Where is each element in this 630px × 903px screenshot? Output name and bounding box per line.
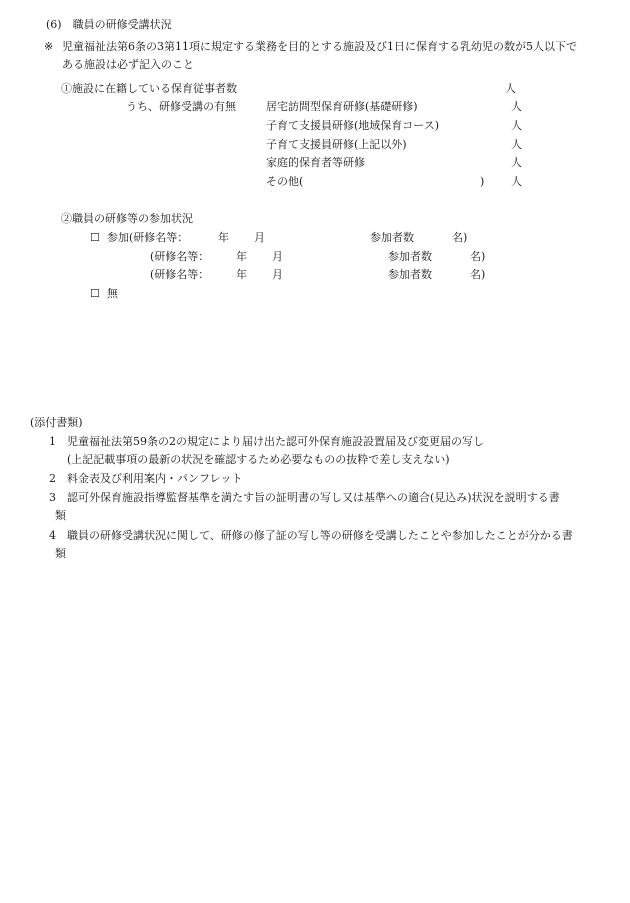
attachment-text: 認可外保育施設指導監督基準を満たす旨の証明書の写し又は基準への適合(見込み)状況を説明する書: [67, 491, 560, 504]
attachment-number: 2: [49, 472, 56, 485]
no-checkbox[interactable]: ☐: [90, 287, 100, 300]
attachment-continuation: 類: [55, 547, 66, 560]
month-label: 月: [272, 250, 283, 263]
staff-heading: ①施設に在籍している保育従事者数: [61, 82, 237, 95]
participants-label: 参加者数: [370, 231, 414, 244]
year-label: 年: [236, 250, 247, 263]
attachment-continuation: 類: [55, 509, 66, 522]
participants-label: 参加者数: [388, 250, 432, 263]
training-unit: 人: [511, 100, 522, 113]
attachment-text: 児童福祉法第59条の2の規定により届け出た認可外保育施設設置届及び変更届の写し: [67, 435, 484, 448]
training-label: 居宅訪問型保育研修(基礎研修): [266, 100, 418, 113]
training-unit: 人: [511, 156, 522, 169]
training-unit: 人: [511, 119, 522, 132]
note-line-2: ある施設は必ず記入のこと: [62, 58, 194, 71]
count-unit: 名): [470, 250, 486, 263]
month-label: 月: [272, 268, 283, 281]
attachment-number: 3: [49, 491, 56, 504]
training-other-close: ): [480, 175, 485, 188]
training-unit: 人: [511, 175, 522, 188]
attachments-heading: (添付書類): [30, 416, 83, 429]
count-unit: 名): [452, 231, 468, 244]
participation-no-label: 無: [107, 287, 118, 300]
count-unit: 名): [470, 268, 486, 281]
attachment-continuation: (上記記載事項の最新の状況を確認するため必要なものの抜粋で差し支えない): [67, 453, 450, 466]
month-label: 月: [254, 231, 265, 244]
year-label: 年: [218, 231, 229, 244]
attachment-number: 1: [49, 435, 56, 448]
attachment-number: 4: [49, 529, 56, 542]
training-label: 子育て支援員研修(地域保育コース): [266, 119, 440, 132]
training-label: 子育て支援員研修(上記以外): [266, 138, 407, 151]
training-sub-label: うち、研修受講の有無: [126, 100, 236, 113]
training-name-label: (研修名等：: [150, 250, 210, 263]
participation-yes-label: 参加(研修名等：: [107, 231, 189, 244]
training-label: その他(: [266, 175, 304, 188]
training-name-label: (研修名等：: [150, 268, 210, 281]
participation-heading: ②職員の研修等の参加状況: [61, 212, 193, 225]
attachment-text: 職員の研修受講状況に関して、研修の修了証の写し等の研修を受講したことや参加したことが分かる書: [67, 529, 573, 542]
note-line-1: 児童福祉法第6条の3第11項に規定する業務を目的とする施設及び1日に保育する乳幼児の数が5人以下で: [62, 40, 577, 53]
staff-unit: 人: [505, 82, 516, 95]
training-label: 家庭的保育者等研修: [266, 156, 365, 169]
section-title: (6) 職員の研修受講状況: [46, 18, 172, 31]
yes-checkbox[interactable]: ☐: [90, 231, 100, 244]
attachment-text: 料金表及び利用案内・パンフレット: [67, 472, 243, 485]
year-label: 年: [236, 268, 247, 281]
training-unit: 人: [511, 138, 522, 151]
note-mark: ※: [44, 40, 54, 53]
participants-label: 参加者数: [388, 268, 432, 281]
